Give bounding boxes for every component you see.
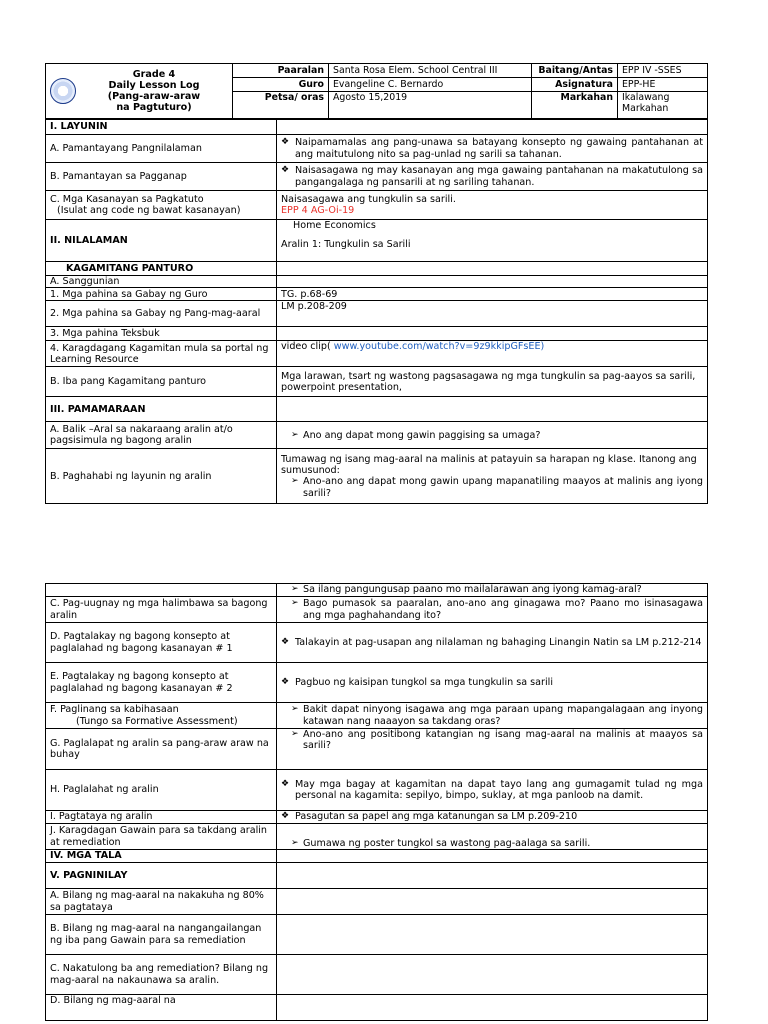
header-table xyxy=(45,63,708,119)
row-value: ➢ Bakit dapat ninyong isagawa ang mga paraan upang mapangalagaan ang inyong katawan nang naaayon sa takdang oras? xyxy=(277,703,708,729)
table-row xyxy=(46,220,708,262)
section-nilalaman: II. NILALAMAN xyxy=(46,220,277,262)
row-label: A. Pamantayang Pangnilalaman xyxy=(46,135,277,163)
diamond-bullet-icon: ❖ xyxy=(281,676,290,687)
row-value: ❖ Naipamamalas ang pang-unawa sa batayang konsepto ng gawaing pantahanan at ang maitutulong nito sa pag-unlad ng sarili sa tahanan. xyxy=(277,135,708,163)
row-value: Tumawag ng isang mag-aaral na malinis at patayuin sa harapan ng klase. Itanong ang sumusunod: ➢ Ano-ano ang dapat mong gawin upang mapanatiling maayos at malinis ang iyong sarili? xyxy=(277,449,708,504)
table-row xyxy=(46,135,708,163)
teacher-label: Guro xyxy=(233,78,329,92)
lesson-table-page2 xyxy=(45,583,708,1021)
lesson-table-page1 xyxy=(45,119,708,504)
row-label: 2. Mga pahina sa Gabay ng Pang-mag-aaral xyxy=(46,301,277,327)
row-value: ❖ May mga bagay at kagamitan na dapat tayo lang ang gumagamit tulad ng mga personal na kagamita: sepilyo, bimpo, suklay, at mga panloob na damit. xyxy=(277,770,708,811)
teacher-value: Evangeline C. Bernardo xyxy=(329,78,532,92)
quarter-label: Markahan xyxy=(532,92,618,119)
table-row xyxy=(46,276,708,288)
table-row xyxy=(46,163,708,191)
diamond-bullet-icon: ❖ xyxy=(281,636,290,647)
table-row xyxy=(46,915,708,955)
table-row xyxy=(46,703,708,729)
table-row xyxy=(46,584,708,597)
row-label: C. Pag-uugnay ng mga halimbawa sa bagong aralin xyxy=(46,597,277,623)
row-value: ➢ Gumawa ng poster tungkol sa wastong pag-aalaga sa sarili. xyxy=(277,824,708,850)
table-row xyxy=(46,288,708,301)
row-value: ❖ Pagbuo ng kaisipan tungkol sa mga tungkulin sa sarili xyxy=(277,663,708,703)
row-value: ❖ Naisasagawa ng may kasanayan ang mga gawaing pantahanan na makatutulong sa pangangalaga ng pansarili at ng sariling tahanan. xyxy=(277,163,708,191)
section-layunin: I. LAYUNIN xyxy=(46,120,277,135)
row-label: 1. Mga pahina sa Gabay ng Guro xyxy=(46,288,277,301)
row-value: TG. p.68-69 xyxy=(277,288,708,301)
grade-label: Baitang/Antas xyxy=(532,64,618,78)
table-row xyxy=(46,449,708,504)
arrow-bullet-icon: ➢ xyxy=(291,476,299,487)
section-mga-tala: IV. MGA TALA xyxy=(46,850,277,863)
row-label: E. Pagtalakay ng bagong konsepto at paglalahad ng bagong kasanayan # 2 xyxy=(46,663,277,703)
row-label: F. Paglinang sa kabihasaan (Tungo sa Formative Assessment) xyxy=(46,703,277,729)
row-value: ❖ Talakayin at pag-usapan ang nilalaman ng bahaging Linangin Natin sa LM p.212-214 xyxy=(277,623,708,663)
table-row xyxy=(46,191,708,220)
section-pagninilay: V. PAGNINILAY xyxy=(46,863,277,889)
school-label: Paaralan xyxy=(233,64,329,78)
diamond-bullet-icon: ❖ xyxy=(281,778,290,789)
diamond-bullet-icon: ❖ xyxy=(281,811,290,822)
row-label: B. Pamantayan sa Pagganap xyxy=(46,163,277,191)
row-label: D. Bilang ng mag-aaral na xyxy=(46,995,277,1021)
video-link[interactable]: www.youtube.com/watch?v=9z9kkipGFsEE) xyxy=(330,341,545,353)
table-row xyxy=(46,863,708,889)
arrow-bullet-icon: ➢ xyxy=(291,584,299,595)
table-row xyxy=(46,770,708,811)
table-row xyxy=(46,995,708,1021)
arrow-bullet-icon: ➢ xyxy=(291,837,299,848)
row-value: ❖ Pasagutan sa papel ang mga katanungan sa LM p.209-210 xyxy=(277,811,708,824)
row-label: A. Balik –Aral sa nakaraang aralin at/o pagsisimula ng bagong aralin xyxy=(46,422,277,449)
table-row xyxy=(46,824,708,850)
row-label: A. Bilang ng mag-aaral na nakakuha ng 80% sa pagtataya xyxy=(46,889,277,915)
row-label: B. Bilang ng mag-aaral na nangangailangan ng iba pang Gawain para sa remediation xyxy=(46,915,277,955)
row-value: Mga larawan, tsart ng wastong pagsasagawa ng mga tungkulin sa pag-aayos sa sarili, powerpoint presentation, xyxy=(277,367,708,397)
table-row xyxy=(46,301,708,327)
row-value: ➢ Ano ang dapat mong gawin paggising sa umaga? xyxy=(277,422,708,449)
arrow-bullet-icon: ➢ xyxy=(291,704,299,715)
date-label: Petsa/ oras xyxy=(233,92,329,119)
row-label: 4. Karagdagang Kagamitan mula sa portal ng Learning Resource xyxy=(46,341,277,367)
row-label: G. Paglalapat ng aralin sa pang-araw araw na buhay xyxy=(46,729,277,770)
row-label: J. Karagdagan Gawain para sa takdang aralin at remediation xyxy=(46,824,277,850)
quarter-value: Ikalawang Markahan xyxy=(618,92,708,119)
row-label: B. Paghahabi ng layunin ng aralin xyxy=(46,449,277,504)
row-value: Naisasagawa ang tungkulin sa sarili. EPP 4 AG-Oi-19 xyxy=(277,191,708,220)
row-value: video clip( www.youtube.com/watch?v=9z9kkipGFsEE) xyxy=(277,341,708,367)
table-row xyxy=(46,663,708,703)
table-row xyxy=(46,811,708,824)
table-row xyxy=(46,623,708,663)
header-title-cell xyxy=(46,64,233,119)
table-row xyxy=(46,422,708,449)
subject-value: EPP-HE xyxy=(618,78,708,92)
row-value: ➢ Sa ilang pangungusap paano mo mailalarawan ang iyong kamag-aral? xyxy=(277,584,708,597)
arrow-bullet-icon: ➢ xyxy=(291,729,299,739)
school-value: Santa Rosa Elem. School Central III xyxy=(329,64,532,78)
row-value: ➢ Ano-ano ang positibong katangian ng isang mag-aaral na malinis at maayos sa sarili? xyxy=(277,729,708,770)
table-row xyxy=(46,729,708,770)
table-row xyxy=(46,327,708,341)
row-label: C. Mga Kasanayan sa Pagkatuto (Isulat ang code ng bawat kasanayan) xyxy=(46,191,277,220)
row-label: 3. Mga pahina Teksbuk xyxy=(46,327,277,341)
row-label: A. Sanggunian xyxy=(46,276,277,288)
subject-label: Asignatura xyxy=(532,78,618,92)
table-row xyxy=(46,597,708,623)
row-label: B. Iba pang Kagamitang panturo xyxy=(46,367,277,397)
row-label: H. Paglalahat ng aralin xyxy=(46,770,277,811)
row-label: D. Pagtalakay ng bagong konsepto at paglalahad ng bagong kasanayan # 1 xyxy=(46,623,277,663)
arrow-bullet-icon: ➢ xyxy=(291,598,299,609)
section-kagamitan: KAGAMITANG PANTURO xyxy=(46,262,277,276)
deped-seal-icon xyxy=(50,78,76,104)
row-label: C. Nakatulong ba ang remediation? Bilang ng mag-aaral na nakaunawa sa aralin. xyxy=(46,955,277,995)
diamond-bullet-icon: ❖ xyxy=(281,137,290,148)
row-value: Home Economics Aralin 1: Tungkulin sa Sarili xyxy=(277,220,708,262)
arrow-bullet-icon: ➢ xyxy=(291,429,299,440)
row-value: ➢ Bago pumasok sa paaralan, ano-ano ang ginagawa mo? Paano mo isinasagawa ang mga paghahandang ito? xyxy=(277,597,708,623)
row-value: LM p.208-209 xyxy=(277,301,708,327)
table-row xyxy=(46,120,708,135)
diamond-bullet-icon: ❖ xyxy=(281,165,290,176)
competency-code: EPP 4 AG-Oi-19 xyxy=(281,205,355,216)
grade-value: EPP IV -SSES xyxy=(618,64,708,78)
table-row xyxy=(46,262,708,276)
section-pamamaraan: III. PAMAMARAAN xyxy=(46,397,277,422)
table-row xyxy=(46,955,708,995)
row-label: I. Pagtataya ng aralin xyxy=(46,811,277,824)
date-value: Agosto 15,2019 xyxy=(329,92,532,119)
table-row xyxy=(46,850,708,863)
table-row xyxy=(46,367,708,397)
header-title: Grade 4 Daily Lesson Log (Pang-araw-araw na Pagtuturo) xyxy=(107,68,201,114)
table-row xyxy=(46,341,708,367)
table-row xyxy=(46,889,708,915)
table-row xyxy=(46,397,708,422)
